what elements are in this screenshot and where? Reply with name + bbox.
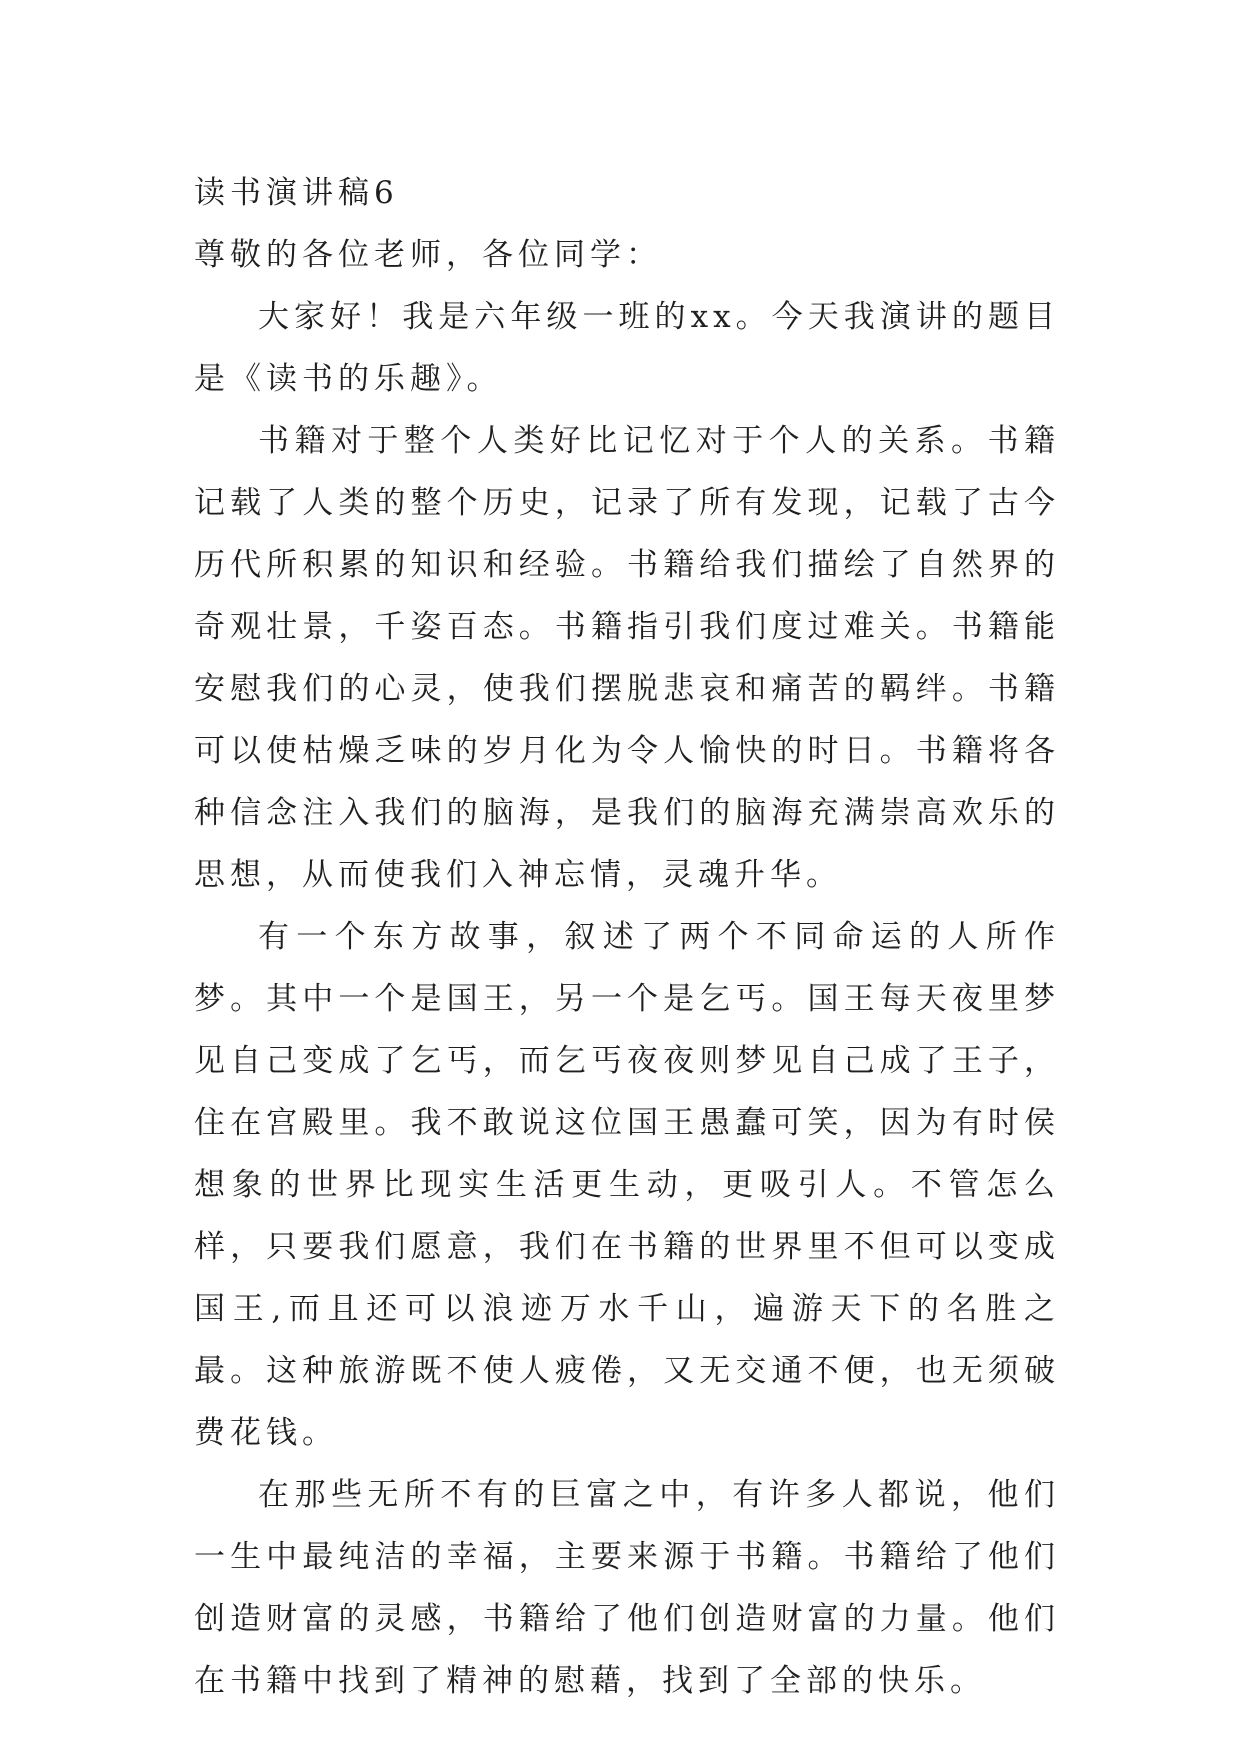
- document-page: [194, 162, 1060, 1712]
- paragraph-wealthy: 在那些无所不有的巨富之中，有许多人都说，他们一生中最纯洁的幸福，主要来源于书籍。书籍给了他们创造财富的灵感，书籍给了他们创造财富的力量。他们在书籍中找到了精神的慰藉，找到了全部的快乐。: [194, 1477, 1060, 1699]
- paragraph-eastern-story: 有一个东方故事，叙述了两个不同命运的人所作梦。其中一个是国王，另一个是乞丐。国王每天夜里梦见自己变成了乞丐，而乞丐夜夜则梦见自己成了王子，住在宫殿里。我不敢说这位国王愚蠢可笑，因为有时侯想象的世界比现实生活更生动，更吸引人。不管怎么样，只要我们愿意，我们在书籍的世界里不但可以变成国王,而且还可以浪迹万水千山，遍游天下的名胜之最。这种旅游既不使人疲倦，又无交通不便，也无须破费花钱。: [194, 919, 1060, 1451]
- paragraph-books-memory: 书籍对于整个人类好比记忆对于个人的关系。书籍记载了人类的整个历史，记录了所有发现，记载了古今历代所积累的知识和经验。书籍给我们描绘了自然界的奇观壮景，千姿百态。书籍指引我们度过难关。书籍能安慰我们的心灵，使我们摆脱悲哀和痛苦的羁绊。书籍可以使枯燥乏味的岁月化为令人愉快的时日。书籍将各种信念注入我们的脑海，是我们的脑海充满崇高欢乐的思想，从而使我们入神忘情，灵魂升华。: [194, 423, 1060, 893]
- document-title: 读书演讲稿6: [194, 175, 399, 211]
- salutation: 尊敬的各位老师，各位同学：: [194, 237, 662, 273]
- paragraph-intro: 大家好！我是六年级一班的xx。今天我演讲的题目是《读书的乐趣》。: [194, 299, 1060, 397]
